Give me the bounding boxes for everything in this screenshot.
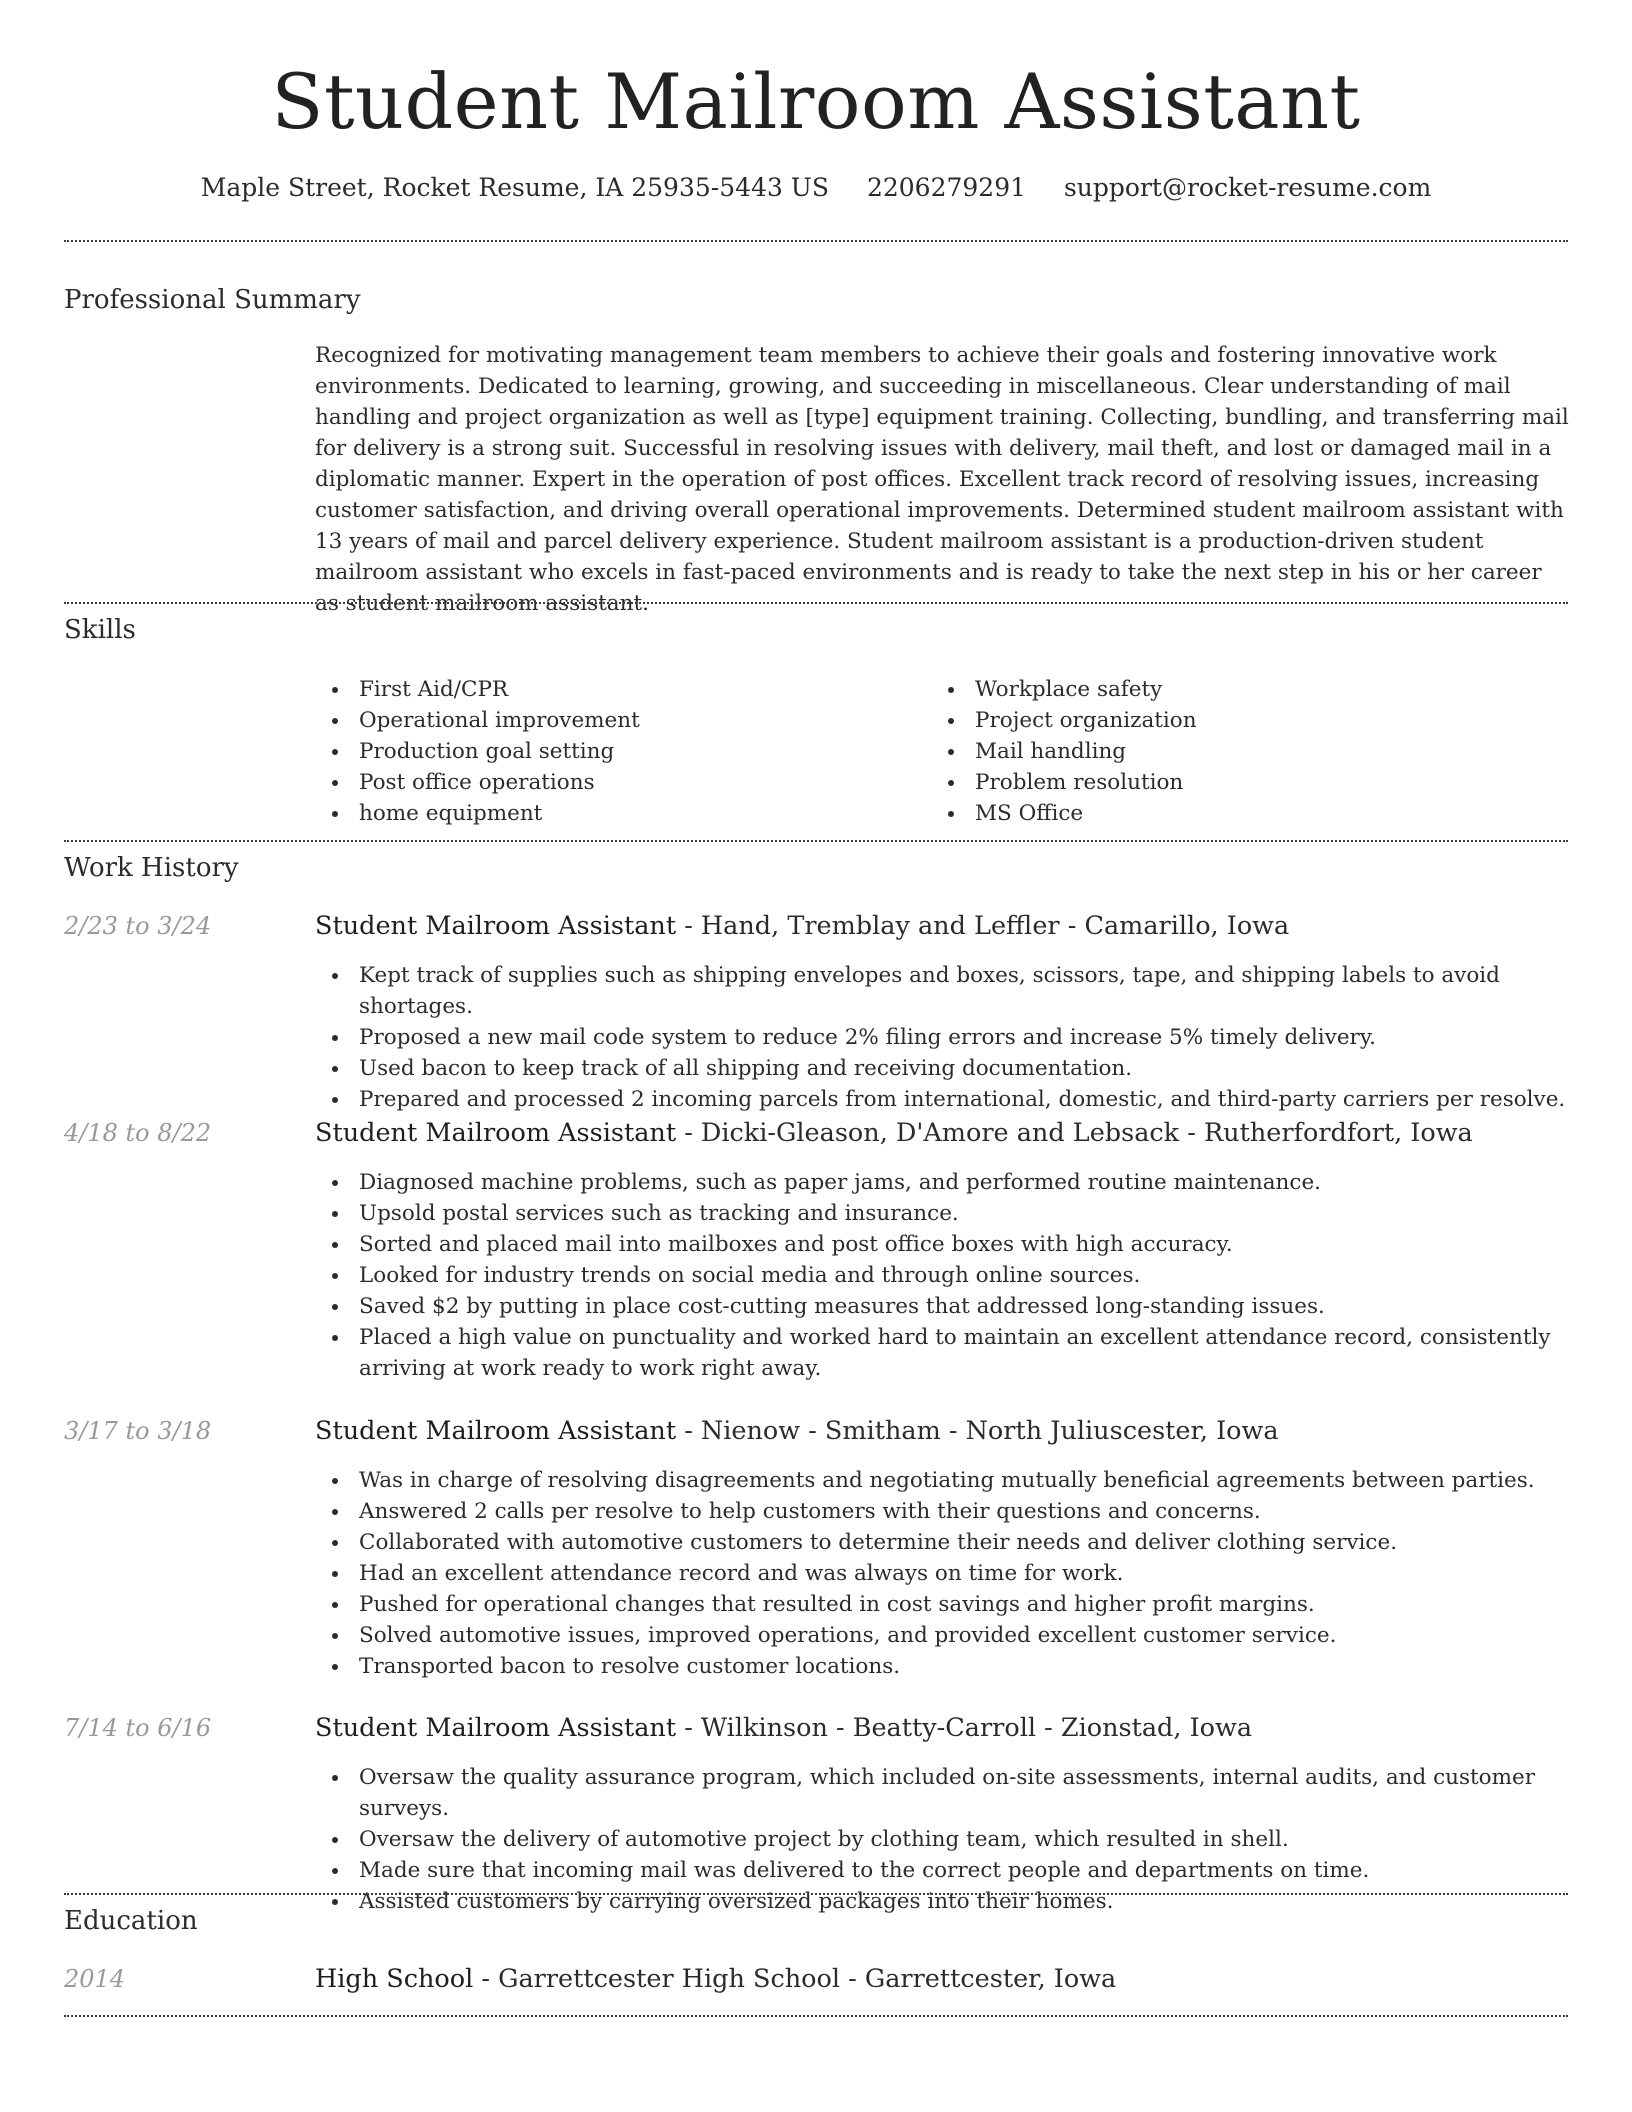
education-year: 2014 [64,1965,126,1993]
education-entry [315,1962,1116,1996]
job-bullet: Upsold postal services such as tracking and insurance. [315,1198,1571,1229]
job-title [315,1116,1473,1150]
resume-name: Student Mailroom Assistant [271,57,1361,146]
job-bullet: Proposed a new mail code system to reduce 2% filing errors and increase 5% timely delivery. [315,1022,1571,1053]
job-dates: 2/23 to 3/24 [64,912,212,940]
job-bullet: Transported bacon to resolve customer locations. [315,1651,1571,1682]
job-bullet: Oversaw the quality assurance program, which included on-site assessments, internal audits, and customer surveys. [315,1762,1571,1824]
skill-item: MS Office [931,798,1531,829]
job-title [315,1711,1252,1745]
job-role: Student Mailroom Assistant [315,1713,677,1743]
divider [64,2015,1568,2017]
job-bullet: Saved $2 by putting in place cost-cutting measures that addressed long-standing issues. [315,1291,1571,1322]
work-history-heading: Work History [64,853,239,883]
skill-item: Post office operations [315,767,915,798]
job-employer: - Hand, Tremblay and Leffler - Camarillo, Iowa [676,911,1290,941]
job-dates: 7/14 to 6/16 [64,1714,212,1742]
job-role: Student Mailroom Assistant [315,1416,677,1446]
job-bullet: Made sure that incoming mail was delivered to the correct people and departments on time. [315,1855,1571,1886]
divider [64,602,1568,604]
education-heading: Education [64,1906,198,1936]
job-bullets [315,960,1571,1115]
job-employer: - Wilkinson - Beatty-Carroll - Zionstad, Iowa [676,1713,1253,1743]
skill-item: Operational improvement [315,705,915,736]
contact-line [0,170,1632,206]
job-title [315,909,1289,943]
skill-item: Workplace safety [931,674,1531,705]
skills-heading: Skills [64,615,136,645]
job-bullet: Looked for industry trends on social media and through online sources. [315,1260,1571,1291]
job-bullet: Placed a high value on punctuality and worked hard to maintain an excellent attendance record, consistently arriving at work ready to work right away. [315,1322,1571,1384]
job-bullets [315,1465,1571,1682]
education-school: - Garrettcester High School - Garrettcester, Iowa [473,1964,1117,1994]
job-role: Student Mailroom Assistant [315,1118,677,1148]
job-bullet: Kept track of supplies such as shipping envelopes and boxes, scissors, tape, and shipping labels to avoid shortages. [315,960,1571,1022]
job-bullet: Diagnosed machine problems, such as paper jams, and performed routine maintenance. [315,1167,1571,1198]
summary-text: Recognized for motivating management team members to achieve their goals and fostering innovative work environments. Dedicated to learning, growing, and succeeding in miscellaneous. Clear understanding of mail handling and project organization as well as [type] equipment training. Collecting, bundling, and transferring mail for delivery is a strong suit. Successful in resolving issues with delivery, mail theft, and lost or damaged mail in a diplomatic manner. Expert in the operation of post offices. Excellent track record of resolving issues, increasing customer satisfaction, and driving overall operational improvements. Determined student mailroom assistant with 13 years of mail and parcel delivery experience. Student mailroom assistant is a production-driven student mailroom assistant who excels in fast-paced environments and is ready to take the next step in his or her career as student mailroom assistant. [315,343,1569,616]
skills-list-left [315,674,915,829]
job-title [315,1414,1279,1448]
job-bullet: Used bacon to keep track of all shipping and receiving documentation. [315,1053,1571,1084]
contact-email: support@rocket-resume.com [1063,173,1432,202]
skills-list-right [931,674,1531,829]
divider [64,840,1568,842]
skill-item: Problem resolution [931,767,1531,798]
job-bullet: Prepared and processed 2 incoming parcels from international, domestic, and third-party carriers per resolve. [315,1084,1571,1115]
job-bullet: Answered 2 calls per resolve to help customers with their questions and concerns. [315,1496,1571,1527]
job-bullet: Collaborated with automotive customers to determine their needs and deliver clothing service. [315,1527,1571,1558]
job-role: Student Mailroom Assistant [315,911,677,941]
education-degree: High School [315,1964,474,1994]
skill-item: home equipment [315,798,915,829]
job-bullet: Solved automotive issues, improved operations, and provided excellent customer service. [315,1620,1571,1651]
job-bullets [315,1167,1571,1384]
job-dates: 4/18 to 8/22 [64,1119,212,1147]
skill-item: Production goal setting [315,736,915,767]
job-employer: - Dicki-Gleason, D'Amore and Lebsack - Rutherfordfort, Iowa [676,1118,1473,1148]
job-bullet: Oversaw the delivery of automotive project by clothing team, which resulted in shell. [315,1824,1571,1855]
divider [64,1893,1568,1895]
divider [64,240,1568,242]
skill-item: Project organization [931,705,1531,736]
contact-address: Maple Street, Rocket Resume, IA 25935-5443 US [200,173,829,202]
summary-heading: Professional Summary [64,285,361,315]
job-dates: 3/17 to 3/18 [64,1417,212,1445]
job-employer: - Nienow - Smitham - North Juliuscester, Iowa [676,1416,1279,1446]
contact-phone: 2206279291 [866,173,1027,202]
skill-item: Mail handling [931,736,1531,767]
job-bullet: Was in charge of resolving disagreements and negotiating mutually beneficial agreements between parties. [315,1465,1571,1496]
job-bullet: Assisted customers by carrying oversized packages into their homes. [315,1886,1571,1917]
job-bullet: Had an excellent attendance record and was always on time for work. [315,1558,1571,1589]
job-bullet: Pushed for operational changes that resulted in cost savings and higher profit margins. [315,1589,1571,1620]
skill-item: First Aid/CPR [315,674,915,705]
job-bullet: Sorted and placed mail into mailboxes and post office boxes with high accuracy. [315,1229,1571,1260]
